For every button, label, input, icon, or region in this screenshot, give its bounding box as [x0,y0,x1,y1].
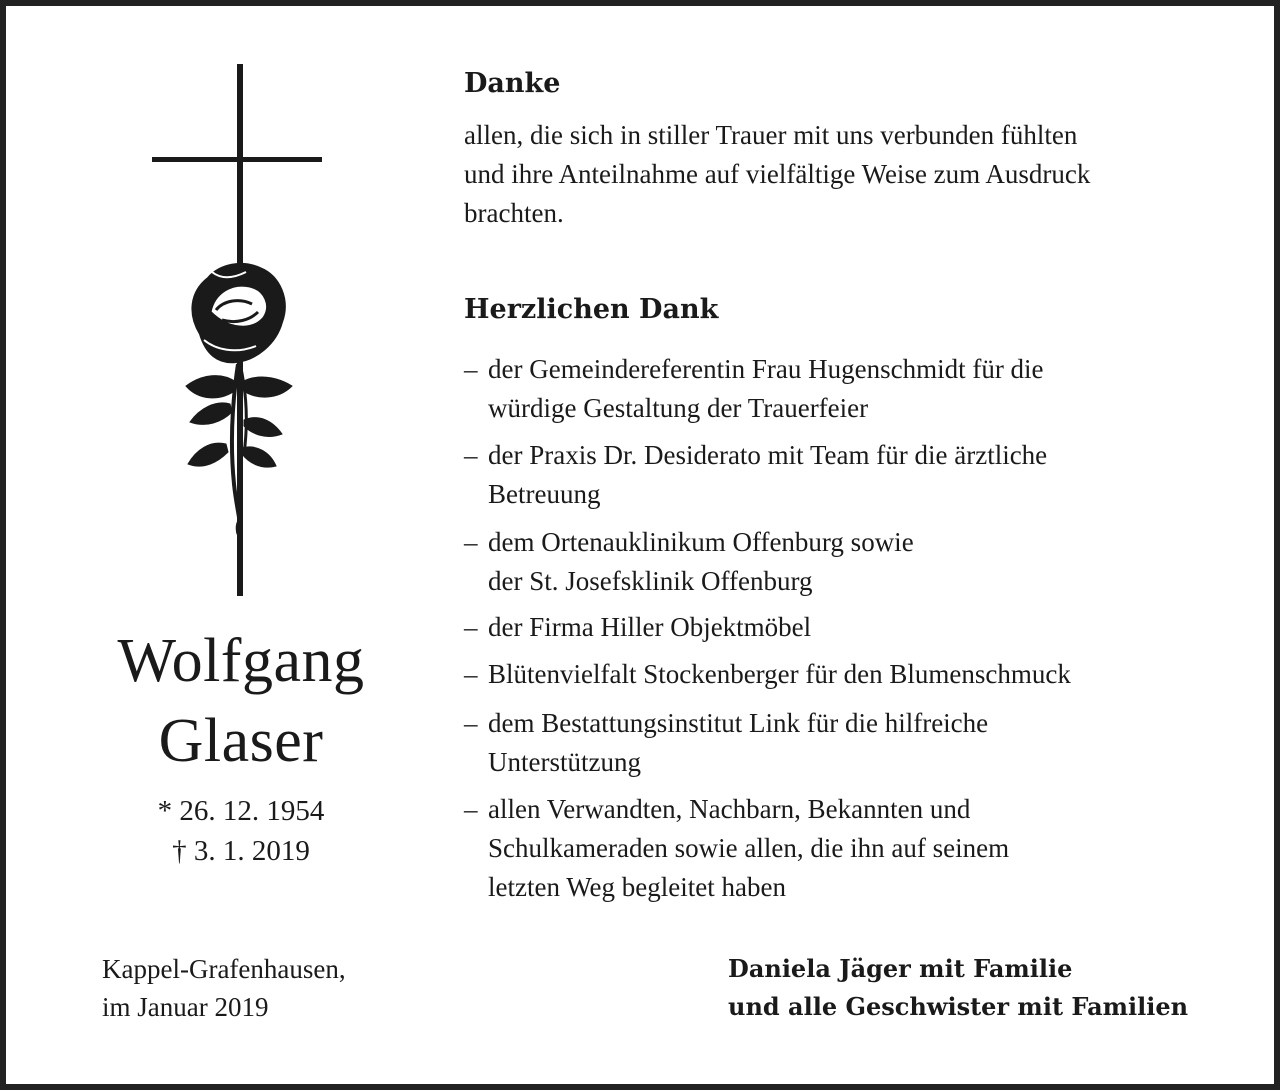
thanks-list-item [464,655,1204,694]
thanks-list-item [464,704,1204,782]
thanks-line: Schulkameraden sowie allen, die ihn auf seinem [488,833,1010,863]
danke-text-line: brachten. [464,198,564,228]
danke-text-line: und ihre Anteilnahme auf vielfältige Weise zum Ausdruck [464,159,1091,189]
dash-bullet: – [464,708,478,738]
danke-heading: Danke [464,68,561,99]
dash-bullet: – [464,794,478,824]
thanks-list-item [464,350,1204,428]
cross-with-rose-icon [152,64,332,604]
deceased-last-name: Glaser [158,707,324,775]
signature-line: Daniela Jäger mit Familie [728,954,1073,983]
thanks-list-item [464,790,1204,907]
dash-bullet: – [464,527,478,557]
herzlichen-dank-heading: Herzlichen Dank [464,294,719,325]
date-line: im Januar 2019 [102,992,269,1022]
thanks-line: allen Verwandten, Nachbarn, Bekannten und [488,794,971,824]
thanks-line: der St. Josefsklinik Offenburg [488,566,813,596]
thanks-line: letzten Weg begleitet haben [488,872,786,902]
birth-date: * 26. 12. 1954 [157,795,325,827]
thanks-line: dem Bestattungsinstitut Link für die hilfreiche [488,708,989,738]
signature-line: und alle Geschwister mit Familien [728,992,1189,1021]
death-date: † 3. 1. 2019 [172,835,310,867]
dash-bullet: – [464,612,478,642]
thanks-list-item [464,436,1204,514]
dash-bullet: – [464,659,478,689]
thanks-line: dem Ortenauklinikum Offenburg sowie [488,527,914,557]
thanks-line: Unterstützung [488,747,641,777]
thanks-list-item [464,608,1204,647]
thanks-line: der Praxis Dr. Desiderato mit Team für die ärztliche [488,440,1048,470]
thanks-line: Blütenvielfalt Stockenberger für den Blumenschmuck [488,659,1071,689]
danke-text-line: allen, die sich in stiller Trauer mit uns verbunden fühlten [464,120,1078,150]
dash-bullet: – [464,354,478,384]
deceased-first-name: Wolfgang [117,627,365,695]
thanks-line: würdige Gestaltung der Trauerfeier [488,393,869,423]
thanks-list-item [464,523,1204,601]
dash-bullet: – [464,440,478,470]
place-line: Kappel-Grafenhausen, [102,954,346,984]
thanks-line: Betreuung [488,479,601,509]
thanks-line: der Firma Hiller Objektmöbel [488,612,812,642]
thanks-line: der Gemeindereferentin Frau Hugenschmidt für die [488,354,1044,384]
